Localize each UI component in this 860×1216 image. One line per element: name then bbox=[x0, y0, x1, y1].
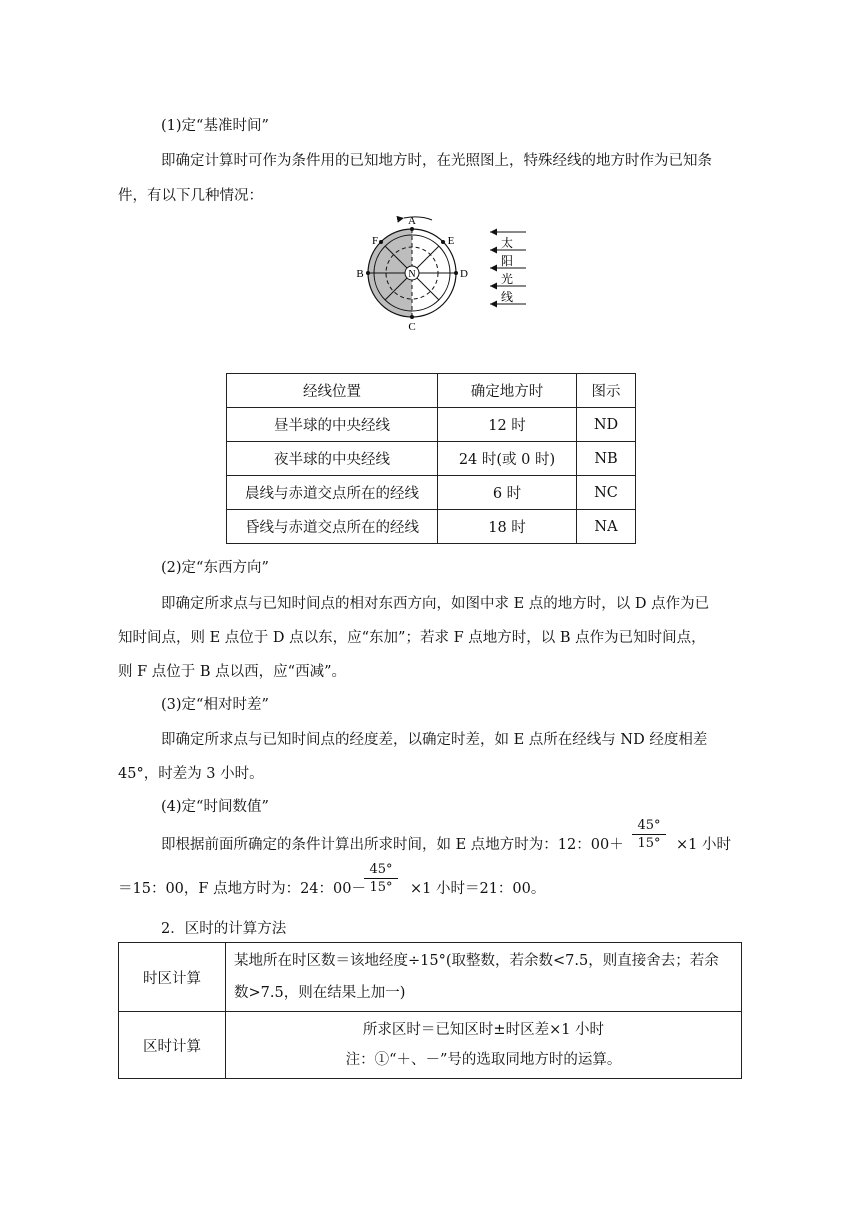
section-2-text-line-2: 知时间点，则 E 点位于 D 点以东，应“东加”；若求 F 点地方时，以 B 点作为已知时间点， bbox=[118, 630, 706, 646]
sun-text-2: 阳 bbox=[500, 254, 514, 268]
zone-time-table bbox=[118, 942, 742, 1079]
table-cell: 夜半球的中央经线 bbox=[227, 442, 438, 476]
table-cell: NB bbox=[577, 442, 636, 476]
section-3-heading: (3)定“相对时差” bbox=[161, 697, 269, 713]
table-cell: NC bbox=[577, 476, 636, 510]
table-header-row bbox=[227, 374, 636, 408]
label-f: F bbox=[371, 235, 379, 247]
table-header: 图示 bbox=[577, 374, 636, 408]
section-4-text-line-1b: ×1 小时 bbox=[676, 837, 731, 853]
zone-calc-text-1: 某地所在时区数＝该地经度÷15°(取整数，若余数<7.5，则直接舍去；若余 bbox=[234, 953, 719, 969]
section-2-heading: (2)定“东西方向” bbox=[161, 560, 269, 576]
fraction-1 bbox=[632, 818, 666, 851]
zone-time-note: 注：①“＋、－”号的选取同地方时的运算。 bbox=[345, 1052, 622, 1068]
table-cell: 18 时 bbox=[438, 510, 577, 544]
table-row bbox=[227, 510, 636, 544]
table-row bbox=[227, 442, 636, 476]
zone-time-formula: 所求区时＝已知区时±时区差×1 小时 bbox=[362, 1022, 605, 1038]
label-e: E bbox=[447, 235, 455, 247]
table-cell: 24 时(或 0 时) bbox=[438, 442, 577, 476]
table-cell-content bbox=[226, 1012, 742, 1079]
table-cell: 晨线与赤道交点所在的经线 bbox=[227, 476, 438, 510]
section-1-heading: (1)定“基准时间” bbox=[161, 118, 269, 134]
label-c: C bbox=[408, 321, 416, 333]
table-cell: 昏线与赤道交点所在的经线 bbox=[227, 510, 438, 544]
section-4-text-line-2a: ＝15：00，F 点地方时为：24：00－ bbox=[118, 881, 366, 897]
section-4-text-line-1a: 即根据前面所确定的条件计算出所求时间，如 E 点地方时为：12：00＋ bbox=[161, 837, 624, 853]
table-cell-content bbox=[226, 943, 742, 1012]
table-cell: 昼半球的中央经线 bbox=[227, 408, 438, 442]
label-a: A bbox=[408, 215, 416, 227]
fraction-2 bbox=[364, 862, 398, 895]
section-1-text-line-1: 即确定计算时可作为条件用的已知地方时，在光照图上，特殊经线的地方时作为已知条 bbox=[161, 153, 712, 169]
illumination-diagram bbox=[340, 212, 540, 342]
fraction-numerator: 45° bbox=[369, 862, 393, 877]
sun-text-3: 光 bbox=[500, 272, 514, 286]
table-cell: 6 时 bbox=[438, 476, 577, 510]
table-row bbox=[119, 943, 742, 1012]
section-4-text-line-2b: ×1 小时＝21：00。 bbox=[410, 881, 546, 897]
section-2-text-line-1: 即确定所求点与已知时间点的相对东西方向，如图中求 E 点的地方时，以 D 点作为已 bbox=[161, 596, 710, 612]
section-3-text-line-2: 45°，时差为 3 小时。 bbox=[118, 766, 264, 782]
table-cell-label: 区时计算 bbox=[119, 1012, 226, 1079]
sun-text-1: 太 bbox=[500, 236, 514, 250]
section-1-text-line-2: 件，有以下几种情况： bbox=[118, 188, 263, 204]
section-3-text-line-1: 即确定所求点与已知时间点的经度差，以确定时差，如 E 点所在经线与 ND 经度相差 bbox=[161, 732, 708, 748]
label-b: B bbox=[356, 268, 364, 280]
zone-calc-text-2: 数>7.5，则在结果上加一) bbox=[234, 985, 406, 1001]
section-5-heading: 2．区时的计算方法 bbox=[161, 921, 287, 937]
section-4-heading: (4)定“时间数值” bbox=[161, 799, 269, 815]
table-cell: 12 时 bbox=[438, 408, 577, 442]
table-cell: ND bbox=[577, 408, 636, 442]
table-header: 确定地方时 bbox=[438, 374, 577, 408]
table-header: 经线位置 bbox=[227, 374, 438, 408]
table-cell: NA bbox=[577, 510, 636, 544]
label-d: D bbox=[460, 268, 468, 280]
section-2-text-line-3: 则 F 点位于 B 点以西，应“西减”。 bbox=[118, 664, 346, 680]
label-n: N bbox=[408, 269, 416, 280]
table-row bbox=[119, 1012, 742, 1079]
meridian-table bbox=[226, 373, 636, 544]
table-row bbox=[227, 476, 636, 510]
table-row bbox=[227, 408, 636, 442]
fraction-numerator: 45° bbox=[637, 818, 661, 833]
table-cell-label: 时区计算 bbox=[119, 943, 226, 1012]
sun-text-4: 线 bbox=[500, 290, 514, 304]
fraction-denominator: 15° bbox=[637, 836, 661, 851]
fraction-denominator: 15° bbox=[369, 880, 393, 895]
